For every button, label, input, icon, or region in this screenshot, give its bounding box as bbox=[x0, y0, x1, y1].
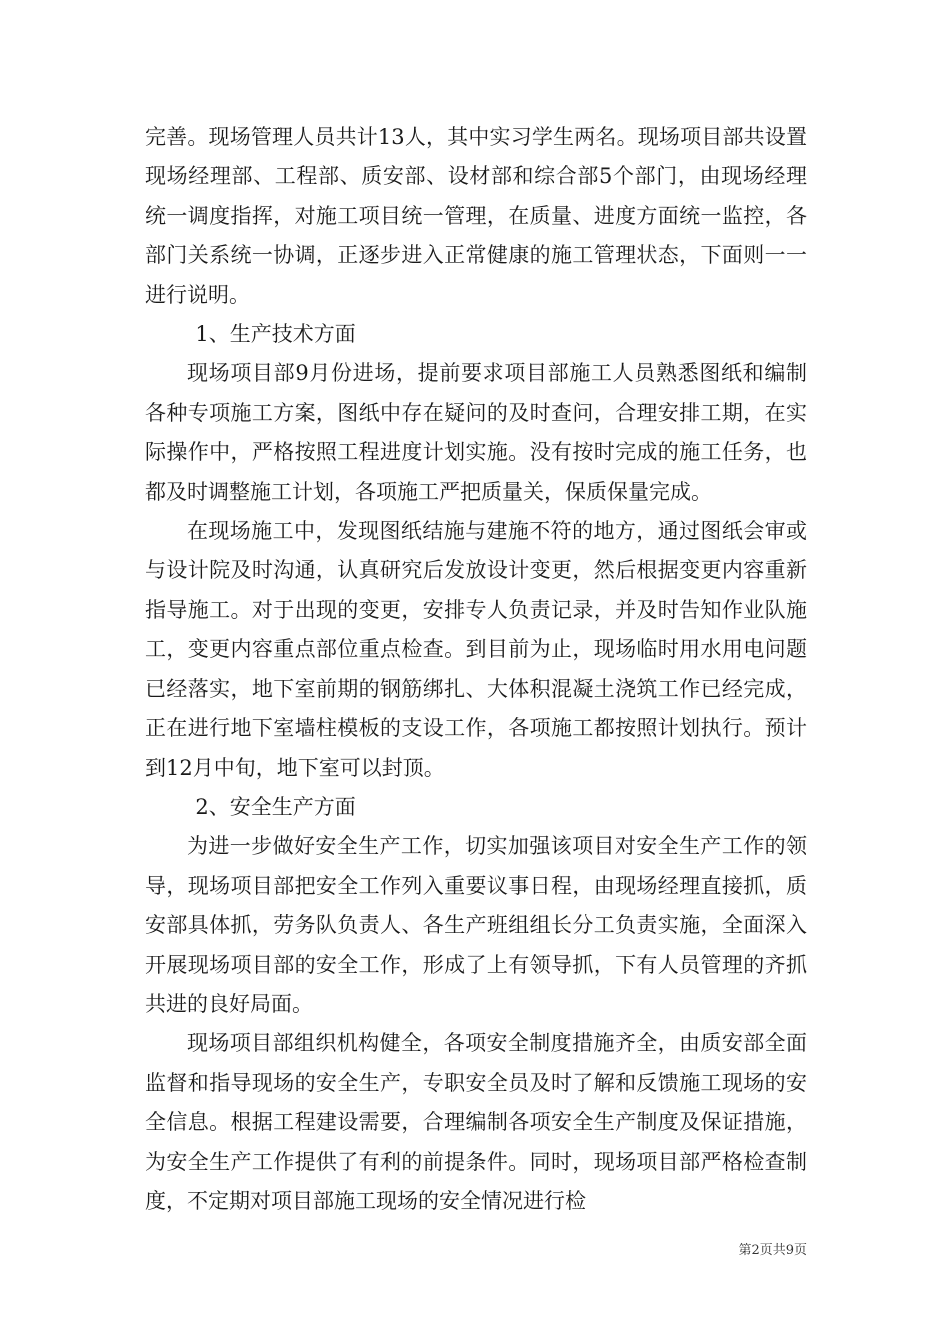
paragraph-continuation: 完善。现场管理人员共计13人，其中实习学生两名。现场项目部共设置现场经理部、工程部、质安部、设材部和综合部5个部门，由现场经理统一调度指挥，对施工项目统一管理，在质量、进度方面统一监控，各部门关系统一协调，正逐步进入正常健康的施工管理状态，下面则一一进行说明。 bbox=[145, 125, 807, 307]
section-heading-safety-production: 2、安全生产方面 bbox=[195, 794, 356, 819]
section-heading-production-technology: 1、生产技术方面 bbox=[195, 322, 356, 347]
paragraph-production-schedule: 现场项目部9月份进场，提前要求项目部施工人员熟悉图纸和编制各种专项施工方案，图纸中存在疑问的及时查问，合理安排工期，在实际操作中，严格按照工程进度计划实施。没有按时完成的施工任务，也都及时调整施工计划，各项施工严把质量关，保质保量完成。 bbox=[145, 361, 807, 504]
paragraph-safety-leadership: 为进一步做好安全生产工作，切实加强该项目对安全生产工作的领导，现场项目部把安全工作列入重要议事日程，由现场经理直接抓，质安部具体抓，劳务队负责人、各生产班组组长分工负责实施，全面深入开展现场项目部的安全工作，形成了上有领导抓，下有人员管理的齐抓共进的良好局面。 bbox=[145, 834, 807, 1016]
paragraph-design-changes: 在现场施工中，发现图纸结施与建施不符的地方，通过图纸会审或与设计院及时沟通，认真研究后发放设计变更，然后根据变更内容重新指导施工。对于出现的变更，安排专人负责记录，并及时告知作业队施工，变更内容重点部位重点检查。到目前为止，现场临时用水用电问题已经落实，地下室前期的钢筋绑扎、大体积混凝土浇筑工作已经完成，正在进行地下室墙柱模板的支设工作，各项施工都按照计划执行。预计到12月中旬，地下室可以封顶。 bbox=[145, 519, 807, 780]
document-body bbox=[145, 118, 807, 1221]
page-number: 第2页共9页 bbox=[738, 1243, 807, 1258]
paragraph-safety-organization: 现场项目部组织机构健全，各项安全制度措施齐全，由质安部全面监督和指导现场的安全生产，专职安全员及时了解和反馈施工现场的安全信息。根据工程建设需要，合理编制各项安全生产制度及保证措施，为安全生产工作提供了有利的前提条件。同时，现场项目部严格检查制度，不定期对项目部施工现场的安全情况进行检 bbox=[145, 1031, 807, 1213]
